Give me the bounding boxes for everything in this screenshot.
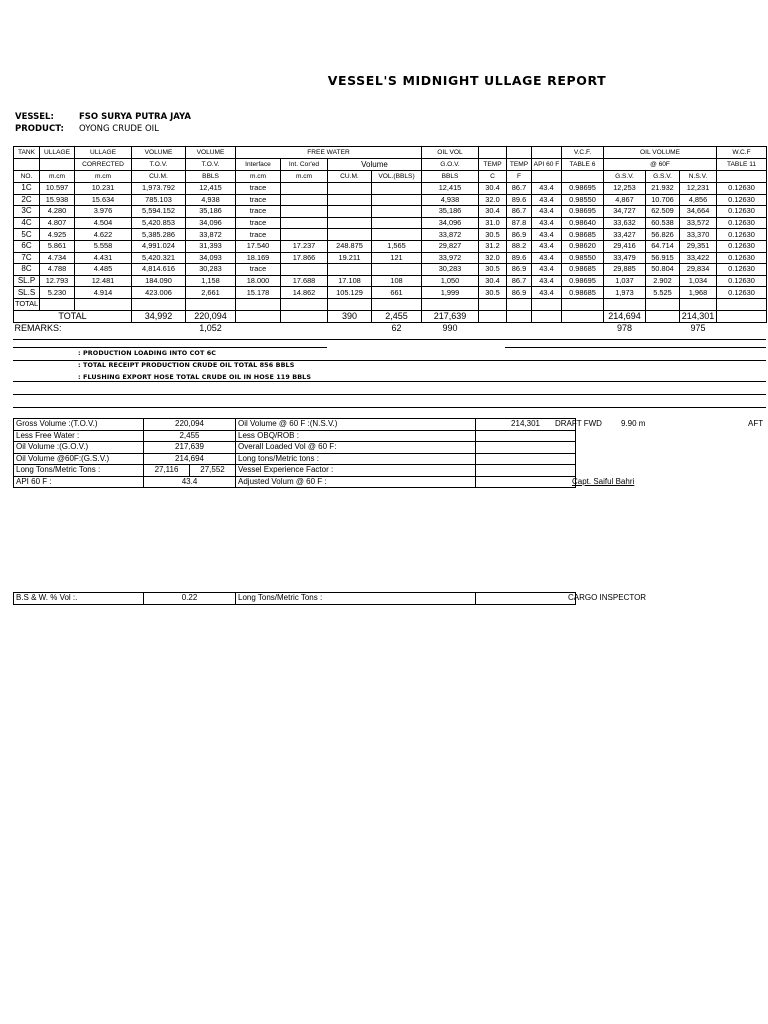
cell-api: 43.4 xyxy=(532,183,562,195)
cell-tank: SL.S xyxy=(14,287,40,299)
hdr-gsv2: G.S.V. xyxy=(646,171,680,183)
api-label: API 60 F : xyxy=(14,476,144,488)
cell-corr: 4.504 xyxy=(75,217,132,229)
cell-fwbbls: 661 xyxy=(372,287,422,299)
cell-nsv: 33,572 xyxy=(680,217,717,229)
cell-gsv2: 5.525 xyxy=(646,287,680,299)
cell-cum: 184.090 xyxy=(132,275,186,287)
draft-fwd-value: 9.90 m xyxy=(621,419,646,428)
divider xyxy=(13,347,327,348)
captain-signature-name: Capt. Saiful Bahri xyxy=(572,477,635,486)
cell-icorr xyxy=(281,183,328,195)
hdr-oil-volume: OIL VOLUME xyxy=(604,147,717,159)
hdr-vol-cum: VOLUME xyxy=(132,147,186,159)
hdr-vcf: V.C.F. xyxy=(562,147,604,159)
cell-vcf: 0.98695 xyxy=(562,275,604,287)
cell-tf: 86.7 xyxy=(507,275,532,287)
bsw-table xyxy=(13,592,576,605)
cell-gov: 29,827 xyxy=(422,240,479,252)
cell-tank: 8C xyxy=(14,264,40,276)
hdr-c-unit: C xyxy=(479,171,507,183)
cell-nsv: 34,664 xyxy=(680,206,717,218)
hdr-ullage: ULLAGE xyxy=(40,147,75,159)
cell-tc: 30.5 xyxy=(479,229,507,241)
cell-wcf: 0.12630 xyxy=(717,194,767,206)
cell-fwcum xyxy=(328,264,372,276)
cell-fwcum: 17.108 xyxy=(328,275,372,287)
cell-iface: 15.178 xyxy=(236,287,281,299)
cell-fwbbls: 121 xyxy=(372,252,422,264)
cell-ullage: 4.734 xyxy=(40,252,75,264)
cell-fwbbls xyxy=(372,217,422,229)
divider xyxy=(505,347,766,348)
cell-api: 43.4 xyxy=(532,217,562,229)
hdr-fw-cum: CU.M. xyxy=(328,171,372,183)
cell-ullage: 4.280 xyxy=(40,206,75,218)
hdr-interface-unit: m.cm xyxy=(236,171,281,183)
nsv-label: Oil Volume @ 60 F :(N.S.V.) xyxy=(236,419,476,431)
hdr-oil-vol: OIL VOL xyxy=(422,147,479,159)
total-gsv: 214,694 xyxy=(604,310,646,322)
long-tons-label-2: Long tons/Metric tons : xyxy=(236,453,476,465)
cell-cum: 4,991.024 xyxy=(132,240,186,252)
gross-volume-label: Gross Volume :(T.O.V.) xyxy=(14,419,144,431)
cell-icorr: 17.688 xyxy=(281,275,328,287)
cell-bbls: 31,393 xyxy=(186,240,236,252)
cell-tank: 7C xyxy=(14,252,40,264)
cell-corr: 5.558 xyxy=(75,240,132,252)
cell-wcf: 0.12630 xyxy=(717,287,767,299)
table-row xyxy=(14,287,767,299)
cell-fwcum xyxy=(328,206,372,218)
divider xyxy=(13,394,766,395)
note-line: : TOTAL RECEIPT PRODUCTION CRUDE OIL TOTAL 856 BBLS xyxy=(78,361,295,369)
cell-gsv: 33,632 xyxy=(604,217,646,229)
cell-api: 43.4 xyxy=(532,287,562,299)
cell-cum: 5,420.853 xyxy=(132,217,186,229)
cell-tank: 2C xyxy=(14,194,40,206)
api-value: 43.4 xyxy=(144,476,236,488)
cell-tc: 30.4 xyxy=(479,275,507,287)
cell-vcf: 0.98685 xyxy=(562,229,604,241)
cell-wcf: 0.12630 xyxy=(717,206,767,218)
hdr-corrected: CORRECTED xyxy=(75,159,132,171)
total-bbls: 220,094 xyxy=(186,310,236,322)
cell-corr: 10.231 xyxy=(75,183,132,195)
overall-loaded-label: Overall Loaded Vol @ 60 F: xyxy=(236,442,476,454)
remarks-nsv: 975 xyxy=(690,323,706,334)
cell-fwcum: 105.129 xyxy=(328,287,372,299)
cell-iface: trace xyxy=(236,183,281,195)
cell-bbls: 30,283 xyxy=(186,264,236,276)
cell-bbls: 34,096 xyxy=(186,217,236,229)
cell-tf: 86.7 xyxy=(507,206,532,218)
hdr-free-water: FREE WATER xyxy=(236,147,422,159)
cell-cum: 5,420.321 xyxy=(132,252,186,264)
cell-api: 43.4 xyxy=(532,194,562,206)
cell-gov: 4,938 xyxy=(422,194,479,206)
cell-bbls: 12,415 xyxy=(186,183,236,195)
cell-wcf: 0.12630 xyxy=(717,183,767,195)
cell-fwbbls xyxy=(372,229,422,241)
hdr-nsv: N.S.V. xyxy=(680,171,717,183)
cell-wcf: 0.12630 xyxy=(717,275,767,287)
hdr-ullage-corr: ULLAGE xyxy=(75,147,132,159)
cell-ullage: 5.230 xyxy=(40,287,75,299)
cell-wcf: 0.12630 xyxy=(717,252,767,264)
cell-fwbbls xyxy=(372,183,422,195)
hdr-temp-c: TEMP xyxy=(479,159,507,171)
cell-wcf: 0.12630 xyxy=(717,229,767,241)
cell-fwbbls xyxy=(372,206,422,218)
cell-api: 43.4 xyxy=(532,264,562,276)
cell-tc: 30.5 xyxy=(479,264,507,276)
cell-vcf: 0.98685 xyxy=(562,264,604,276)
cell-iface: 18.000 xyxy=(236,275,281,287)
hdr-bbls-unit: BBLS xyxy=(186,171,236,183)
cell-corr: 4.485 xyxy=(75,264,132,276)
cell-icorr xyxy=(281,206,328,218)
note-line: : PRODUCTION LOADING INTO COT 6C xyxy=(78,349,217,357)
cell-cum: 4,814.616 xyxy=(132,264,186,276)
remarks-gsv: 978 xyxy=(616,323,633,334)
total-fw-cum: 390 xyxy=(328,310,372,322)
cell-gov: 33,972 xyxy=(422,252,479,264)
hdr-f-unit: F xyxy=(507,171,532,183)
cell-tank: SL.P xyxy=(14,275,40,287)
cell-gsv: 29,885 xyxy=(604,264,646,276)
cell-gov: 34,096 xyxy=(422,217,479,229)
cell-tank: 4C xyxy=(14,217,40,229)
cell-gov: 1,999 xyxy=(422,287,479,299)
cell-bbls: 4,938 xyxy=(186,194,236,206)
cell-vcf: 0.98550 xyxy=(562,252,604,264)
cell-tank: 3C xyxy=(14,206,40,218)
cell-gsv: 33,427 xyxy=(604,229,646,241)
cell-gsv: 4,867 xyxy=(604,194,646,206)
cell-api: 43.4 xyxy=(532,275,562,287)
total-row-label xyxy=(14,298,767,310)
cell-gsv: 29,416 xyxy=(604,240,646,252)
total-fw-bbls: 2,455 xyxy=(372,310,422,322)
hdr-tank: TANK xyxy=(14,147,40,159)
cell-fwcum xyxy=(328,229,372,241)
cell-iface: trace xyxy=(236,194,281,206)
summary-table xyxy=(13,418,576,488)
cell-gov: 12,415 xyxy=(422,183,479,195)
cell-vcf: 0.98620 xyxy=(562,240,604,252)
cell-cum: 785.103 xyxy=(132,194,186,206)
long-tons-label: Long Tons/Metric Tons : xyxy=(14,465,144,477)
vessel-label: VESSEL: xyxy=(15,112,54,122)
cell-tc: 30.4 xyxy=(479,183,507,195)
hdr-api: API 60 F xyxy=(532,159,562,171)
cell-gsv2: 10.706 xyxy=(646,194,680,206)
vessel-value: FSO SURYA PUTRA JAYA xyxy=(79,112,191,122)
cell-icorr xyxy=(281,194,328,206)
bsw-long-tons-label: Long Tons/Metric Tons : xyxy=(236,593,476,605)
gsv-value: 214,694 xyxy=(144,453,236,465)
cell-iface: 17.540 xyxy=(236,240,281,252)
cell-fwcum xyxy=(328,217,372,229)
totals-label: TOTAL xyxy=(14,310,132,322)
cell-wcf: 0.12630 xyxy=(717,240,767,252)
cell-fwbbls xyxy=(372,264,422,276)
cell-tank: 1C xyxy=(14,183,40,195)
hdr-cum-unit: CU.M. xyxy=(132,171,186,183)
cell-tf: 88.2 xyxy=(507,240,532,252)
cell-icorr: 17.866 xyxy=(281,252,328,264)
cell-ullage: 12.793 xyxy=(40,275,75,287)
cell-api: 43.4 xyxy=(532,252,562,264)
obq-label: Less OBQ/ROB : xyxy=(236,430,476,442)
draft-aft-label: AFT xyxy=(748,419,764,428)
cell-bbls: 33,872 xyxy=(186,229,236,241)
hdr-gsv: G.S.V. xyxy=(604,171,646,183)
total-nsv: 214,301 xyxy=(680,310,717,322)
cell-api: 43.4 xyxy=(532,229,562,241)
cell-wcf: 0.12630 xyxy=(717,264,767,276)
cell-nsv: 29,351 xyxy=(680,240,717,252)
cell-corr: 4.431 xyxy=(75,252,132,264)
cell-gov: 1,050 xyxy=(422,275,479,287)
remarks-gov: 990 xyxy=(442,323,458,334)
cell-gsv2: 62.509 xyxy=(646,206,680,218)
hdr-table6: TABLE 6 xyxy=(562,159,604,171)
cell-tf: 86.9 xyxy=(507,264,532,276)
table-row xyxy=(14,240,767,252)
cell-iface: trace xyxy=(236,206,281,218)
cell-tc: 30.5 xyxy=(479,287,507,299)
cell-ullage: 15.938 xyxy=(40,194,75,206)
divider xyxy=(13,407,766,408)
cell-corr: 3.976 xyxy=(75,206,132,218)
cell-gsv2: 64.714 xyxy=(646,240,680,252)
cell-nsv: 1,968 xyxy=(680,287,717,299)
remarks-label: REMARKS: xyxy=(14,323,62,334)
total-cum: 34,992 xyxy=(132,310,186,322)
cell-corr: 15.634 xyxy=(75,194,132,206)
bsw-value: 0.22 xyxy=(144,593,236,605)
cell-bbls: 1,158 xyxy=(186,275,236,287)
report-title: VESSEL'S MIDNIGHT ULLAGE REPORT xyxy=(327,73,607,88)
cell-bbls: 34,093 xyxy=(186,252,236,264)
nsv-value: 214,301 xyxy=(476,419,576,431)
cell-nsv: 4,856 xyxy=(680,194,717,206)
cell-vcf: 0.98695 xyxy=(562,183,604,195)
cell-vcf: 0.98685 xyxy=(562,287,604,299)
gross-volume-value: 220,094 xyxy=(144,419,236,431)
table-row xyxy=(14,275,767,287)
cell-tc: 30.4 xyxy=(479,206,507,218)
hdr-vol-bbls: VOLUME xyxy=(186,147,236,159)
vef-label: Vessel Experience Factor : xyxy=(236,465,476,477)
cargo-inspector-label: CARGO INSPECTOR xyxy=(568,593,647,602)
cell-bbls: 35,186 xyxy=(186,206,236,218)
cell-fwbbls: 1,565 xyxy=(372,240,422,252)
ullage-table xyxy=(13,146,767,334)
table-row xyxy=(14,194,767,206)
table-row xyxy=(14,183,767,195)
table-row xyxy=(14,229,767,241)
cell-tf: 86.9 xyxy=(507,229,532,241)
cell-nsv: 33,370 xyxy=(680,229,717,241)
cell-gov: 35,186 xyxy=(422,206,479,218)
adjusted-volume-label: Adjusted Volum @ 60 F : xyxy=(236,476,476,488)
cell-ullage: 4.925 xyxy=(40,229,75,241)
hdr-fw-bbls: VOL.(BBLS) xyxy=(372,171,422,183)
cell-api: 43.4 xyxy=(532,240,562,252)
hdr-tov-cum: T.O.V. xyxy=(132,159,186,171)
cell-ullage: 10.597 xyxy=(40,183,75,195)
cell-cum: 423.006 xyxy=(132,287,186,299)
cell-ullage: 4.788 xyxy=(40,264,75,276)
cell-gsv2: 56.826 xyxy=(646,229,680,241)
remarks-bbls: 1,052 xyxy=(199,323,222,334)
hdr-int-corr: Int. Cor'ed xyxy=(281,159,328,171)
cell-gsv2: 2.902 xyxy=(646,275,680,287)
cell-gsv: 1,037 xyxy=(604,275,646,287)
table-row xyxy=(14,217,767,229)
cell-cum: 5,594.152 xyxy=(132,206,186,218)
cell-ullage: 5.861 xyxy=(40,240,75,252)
table-row xyxy=(14,252,767,264)
cell-gsv2: 50.804 xyxy=(646,264,680,276)
cell-cum: 5,385.286 xyxy=(132,229,186,241)
remarks-row xyxy=(14,322,767,334)
cell-gsv: 34,727 xyxy=(604,206,646,218)
cell-bbls: 2,661 xyxy=(186,287,236,299)
cell-nsv: 12,231 xyxy=(680,183,717,195)
cell-tc: 31.2 xyxy=(479,240,507,252)
gov-label: Oil Volume :(G.O.V.) xyxy=(14,442,144,454)
cell-icorr: 14.862 xyxy=(281,287,328,299)
hdr-at-60f: @ 60F xyxy=(604,159,717,171)
draft-fwd-label: DRAFT FWD xyxy=(555,419,602,428)
product-label: PRODUCT: xyxy=(15,124,64,134)
cell-tank: 6C xyxy=(14,240,40,252)
divider xyxy=(13,339,766,340)
cell-tf: 86.7 xyxy=(507,183,532,195)
cell-fwbbls: 108 xyxy=(372,275,422,287)
bsw-label: B.S & W. % Vol :. xyxy=(14,593,144,605)
cell-gsv: 33,479 xyxy=(604,252,646,264)
cell-nsv: 1,034 xyxy=(680,275,717,287)
cell-wcf: 0.12630 xyxy=(717,217,767,229)
cell-tc: 32.0 xyxy=(479,194,507,206)
hdr-gov-unit: BBLS xyxy=(422,171,479,183)
gsv-label: Oil Volume @60F:(G.S.V.) xyxy=(14,453,144,465)
cell-nsv: 29,834 xyxy=(680,264,717,276)
cell-gsv: 1,973 xyxy=(604,287,646,299)
cell-gsv2: 21.932 xyxy=(646,183,680,195)
cell-nsv: 33,422 xyxy=(680,252,717,264)
cell-gsv2: 60.538 xyxy=(646,217,680,229)
cell-icorr xyxy=(281,264,328,276)
cell-iface: trace xyxy=(236,217,281,229)
hdr-temp-f: TEMP xyxy=(507,159,532,171)
cell-iface: 18.169 xyxy=(236,252,281,264)
gov-value: 217,639 xyxy=(144,442,236,454)
hdr-gov: G.O.V. xyxy=(422,159,479,171)
hdr-no: NO. xyxy=(14,171,40,183)
cell-fwcum xyxy=(328,194,372,206)
cell-corr: 4.914 xyxy=(75,287,132,299)
free-water-value: 2,455 xyxy=(144,430,236,442)
cell-fwbbls xyxy=(372,194,422,206)
total-label-small: TOTAL xyxy=(15,299,39,309)
cell-tf: 89.6 xyxy=(507,194,532,206)
table-row xyxy=(14,264,767,276)
hdr-interface: Interface xyxy=(236,159,281,171)
hdr-ullage-unit: m.cm xyxy=(40,171,75,183)
hdr-tov-bbls: T.O.V. xyxy=(186,159,236,171)
cell-gsv2: 56.915 xyxy=(646,252,680,264)
cell-gov: 33,872 xyxy=(422,229,479,241)
long-tons-value: 27,116 xyxy=(144,465,190,477)
hdr-wcf: W.C.F xyxy=(717,147,767,159)
cell-icorr: 17.237 xyxy=(281,240,328,252)
cell-iface: trace xyxy=(236,264,281,276)
cell-tank: 5C xyxy=(14,229,40,241)
cell-tf: 87.8 xyxy=(507,217,532,229)
hdr-volume: Volume xyxy=(328,159,422,171)
cell-gsv: 12,253 xyxy=(604,183,646,195)
cell-fwcum: 19.211 xyxy=(328,252,372,264)
cell-tc: 32.0 xyxy=(479,252,507,264)
hdr-table11: TABLE 11 xyxy=(717,159,767,171)
remarks-fw-bbls: 62 xyxy=(391,323,402,334)
cell-corr: 12.481 xyxy=(75,275,132,287)
free-water-label: Less Free Water : xyxy=(14,430,144,442)
divider xyxy=(13,381,766,382)
hdr-int-corr-unit: m.cm xyxy=(281,171,328,183)
cell-vcf: 0.98640 xyxy=(562,217,604,229)
cell-icorr xyxy=(281,217,328,229)
cell-cum: 1,973.792 xyxy=(132,183,186,195)
cell-icorr xyxy=(281,229,328,241)
table-row xyxy=(14,206,767,218)
metric-tons-value: 27,552 xyxy=(190,465,236,477)
cell-corr: 4.622 xyxy=(75,229,132,241)
cell-iface: trace xyxy=(236,229,281,241)
note-line: : FLUSHING EXPORT HOSE TOTAL CRUDE OIL IN HOSE 119 BBLS xyxy=(78,373,312,381)
cell-fwcum: 248.875 xyxy=(328,240,372,252)
total-gov: 217,639 xyxy=(422,310,479,322)
product-value: OYONG CRUDE OIL xyxy=(79,124,159,134)
cell-tf: 86.9 xyxy=(507,287,532,299)
cell-api: 43.4 xyxy=(532,206,562,218)
cell-tc: 31.0 xyxy=(479,217,507,229)
cell-ullage: 4.807 xyxy=(40,217,75,229)
cell-vcf: 0.98550 xyxy=(562,194,604,206)
cell-gov: 30,283 xyxy=(422,264,479,276)
cell-vcf: 0.98695 xyxy=(562,206,604,218)
cell-tf: 89.6 xyxy=(507,252,532,264)
hdr-corr-unit: m.cm xyxy=(75,171,132,183)
cell-fwcum xyxy=(328,183,372,195)
totals-row xyxy=(14,310,767,322)
